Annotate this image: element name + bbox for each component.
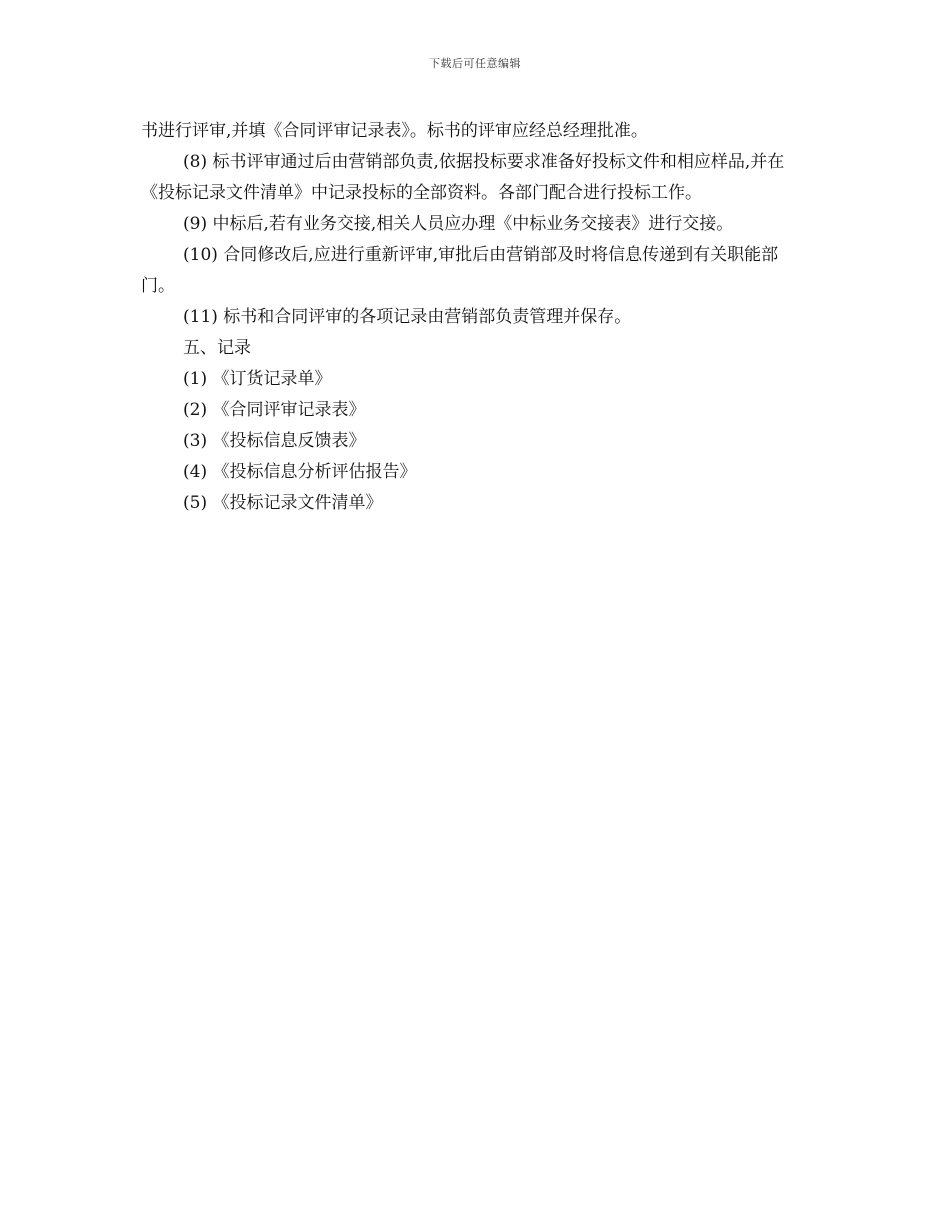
section-heading-records: 五、记录 (183, 338, 251, 358)
record-item-2: (2) 《合同评审记录表》 (183, 400, 366, 420)
paragraph-item-9: (9) 中标后,若有业务交接,相关人员应办理《中标业务交接表》进行交接。 (183, 214, 734, 234)
record-item-4: (4) 《投标信息分析评估报告》 (183, 462, 417, 482)
record-item-3: (3) 《投标信息反馈表》 (183, 431, 366, 451)
paragraph-item-11: (11) 标书和合同评审的各项记录由营销部负责管理并保存。 (183, 307, 632, 327)
page-header: 下载后可任意编辑 (429, 57, 521, 70)
record-item-5: (5) 《投标记录文件清单》 (183, 493, 383, 513)
paragraph-item-8: (8) 标书评审通过后由营销部负责,依据投标要求准备好投标文件和相应样品,并在《投标记录文件清单》中记录投标的全部资料。各部门配合进行投标工作。 (141, 152, 785, 203)
paragraph-continuation: 书进行评审,并填《合同评审记录表》。标书的评审应经总经理批准。 (141, 121, 648, 141)
paragraph-item-10: (10) 合同修改后,应进行重新评审,审批后由营销部及时将信息传递到有关职能部门。 (141, 245, 779, 296)
document-body (141, 116, 796, 519)
record-item-1: (1) 《订货记录单》 (183, 369, 332, 389)
